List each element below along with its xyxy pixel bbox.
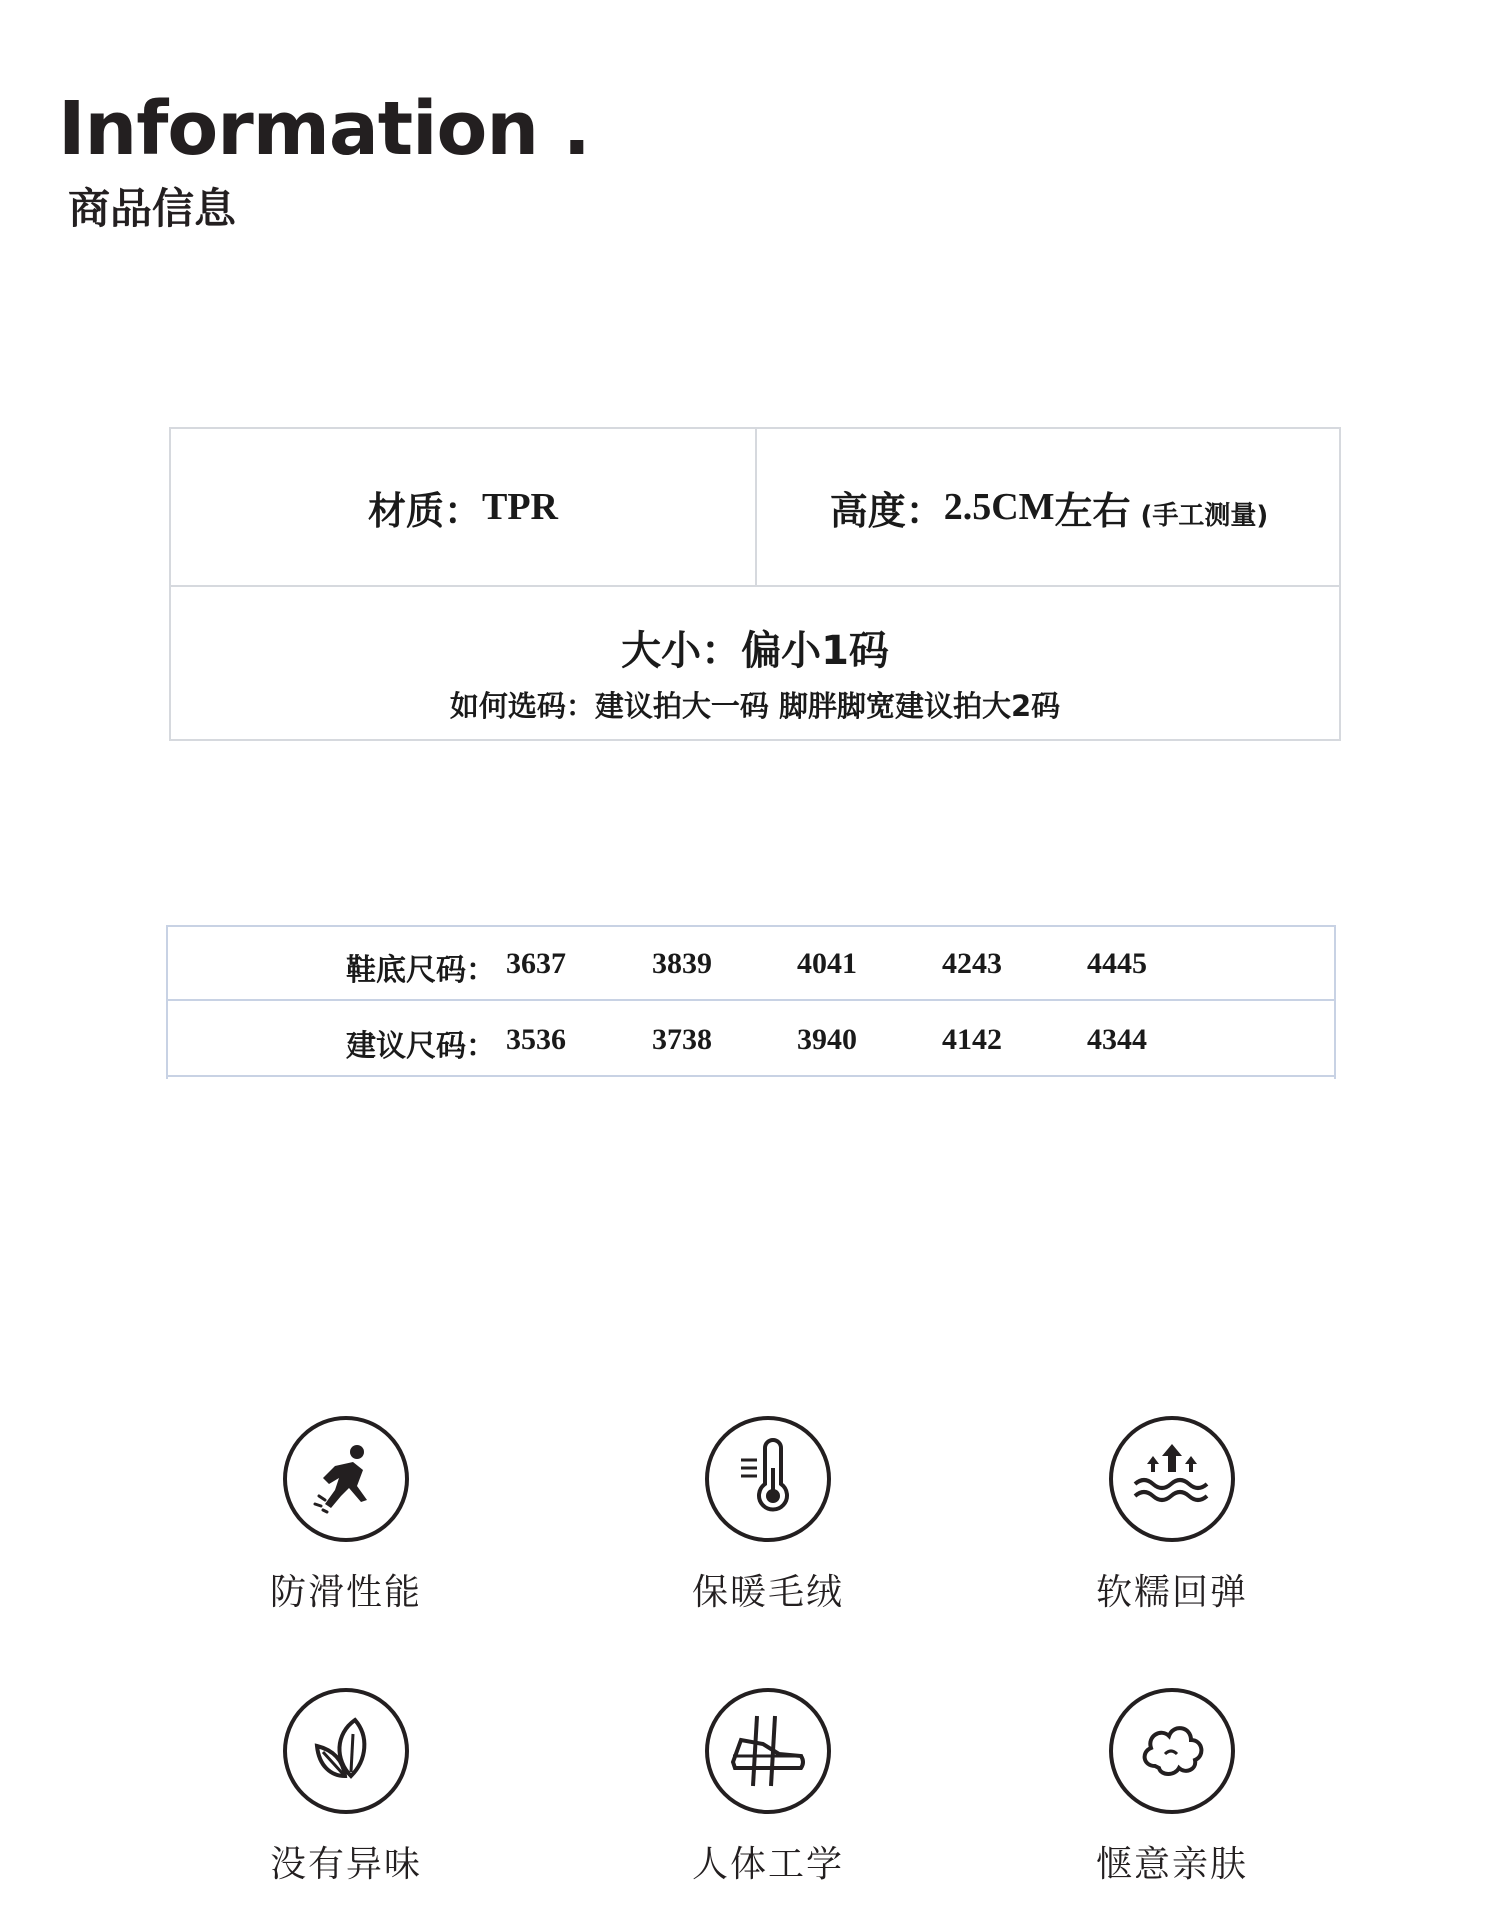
size-cell: 4344 [1087,1023,1147,1056]
table-line [168,1075,1334,1077]
leaf-icon [283,1688,409,1814]
feature-label: 惬意亲肤 [1095,1844,1248,1885]
table-row-recommended-size [168,1001,1334,1075]
feature-label: 防滑性能 [269,1572,422,1613]
size-fit [171,619,1339,676]
size-cell: 4445 [1087,947,1147,980]
size-cell: 3940 [797,1023,857,1056]
size-cell: 3839 [652,947,712,980]
material-cell [171,429,755,585]
size-cell: 4041 [797,947,857,980]
size-cell: 3637 [506,947,566,980]
feature-label: 人体工学 [691,1844,844,1885]
height-note: (手工测量) [1140,500,1269,531]
feature-skin-friendly [1052,1688,1292,1887]
height-value: 2.5CM [943,486,1055,528]
feature-anti-slip [226,1416,466,1615]
feature-no-odor [226,1688,466,1887]
size-chart [166,925,1336,1079]
material-value: TPR [482,486,558,528]
height-cell [757,429,1341,585]
height-label: 高度： [829,488,944,533]
anti-slip-icon [283,1416,409,1542]
feature-soft-rebound [1052,1416,1292,1615]
thermometer-icon [705,1416,831,1542]
row-label: 建议尺码： [346,1029,496,1064]
size-advice: 如何选码：建议拍大一码 脚胖脚宽建议拍大2码 [449,689,1061,723]
cotton-cloud-icon [1109,1688,1235,1814]
size-value: 偏小1码 [741,628,889,674]
feature-label: 没有异味 [269,1844,422,1885]
size-cell: 3536 [506,1023,566,1056]
rebound-icon [1109,1416,1235,1542]
feature-ergonomic [648,1688,888,1887]
row-label: 鞋底尺码： [346,953,496,988]
size-cell: 4243 [942,947,1002,980]
feature-warm-plush [648,1416,888,1615]
size-cell: 3738 [652,1023,712,1056]
size-label: 大小： [621,628,742,674]
title-english: Information . [58,86,590,172]
table-row-sole-size [168,925,1334,999]
feature-label: 软糯回弹 [1095,1572,1248,1613]
product-info-box [169,427,1341,741]
height-suffix: 左右 [1054,488,1131,533]
feature-label: 保暖毛绒 [691,1572,844,1613]
size-cell: 4142 [942,1023,1002,1056]
title-chinese: 商品信息 [68,184,237,233]
material-label: 材质： [367,488,482,533]
ergonomic-shoe-icon [705,1688,831,1814]
